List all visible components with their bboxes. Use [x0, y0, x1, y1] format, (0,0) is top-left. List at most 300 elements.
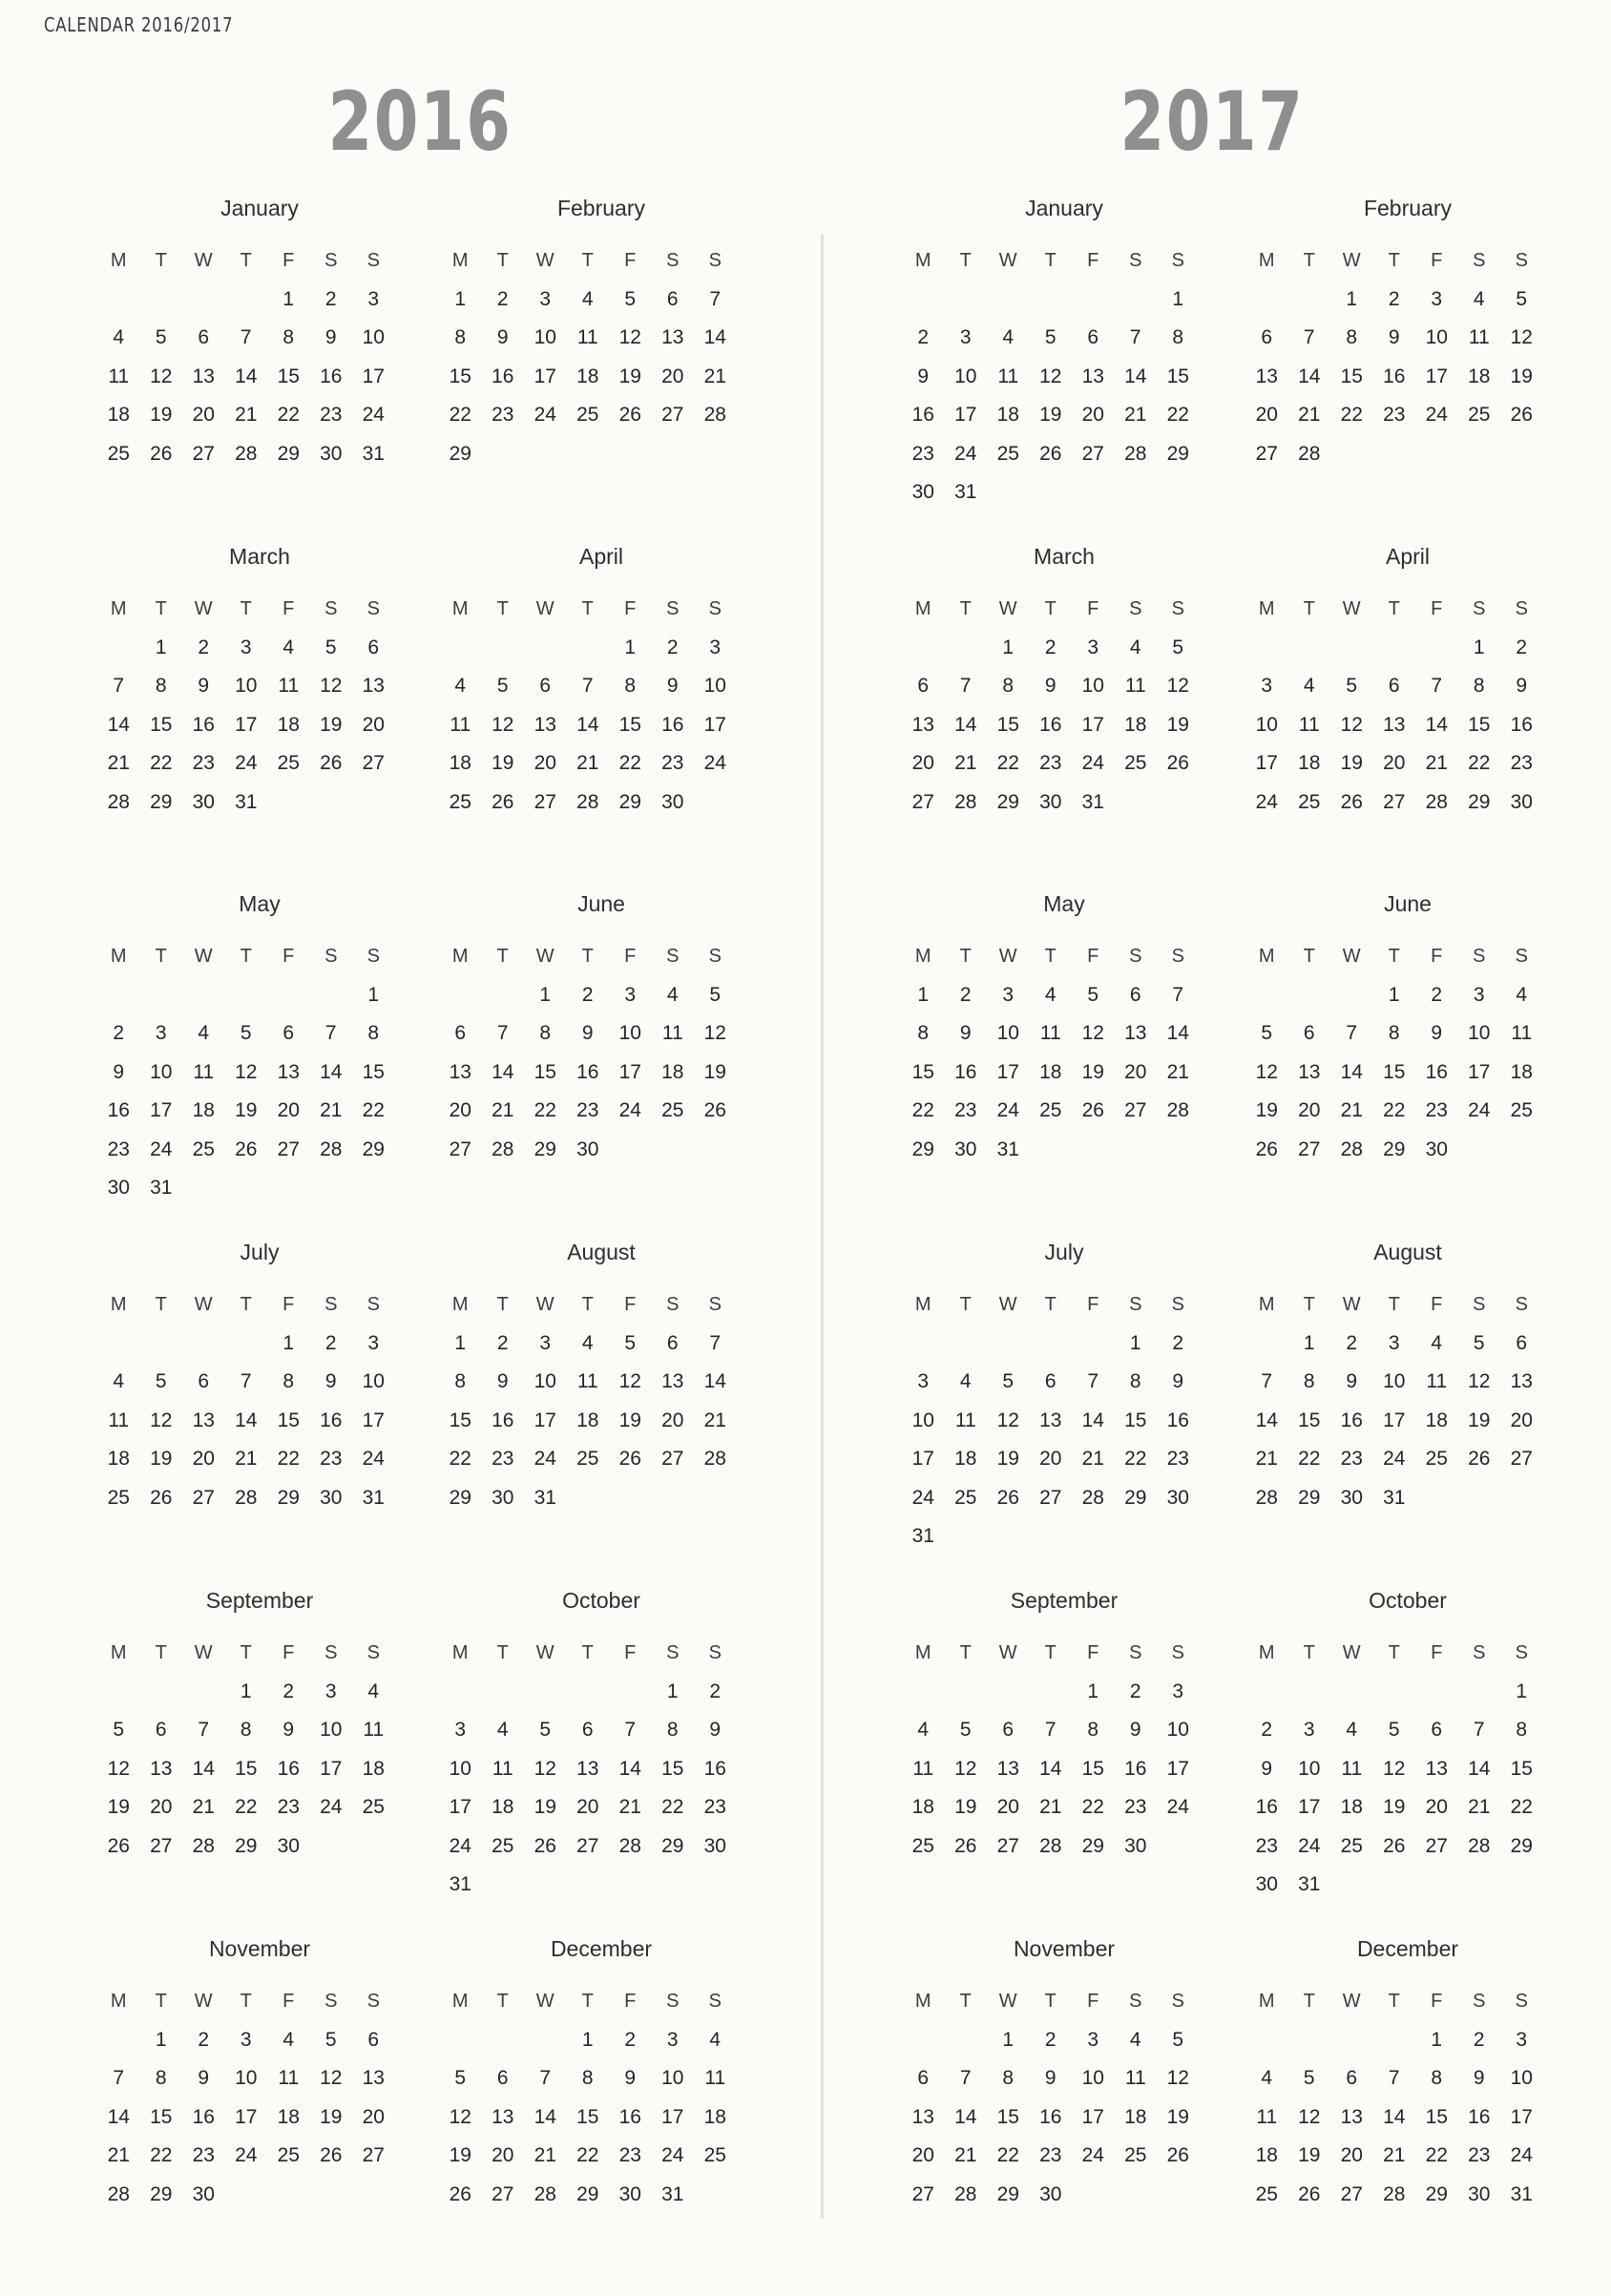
- day-cell: 14: [1166, 1022, 1189, 1045]
- day-cell: 31: [150, 1177, 173, 1200]
- day-cell: 6: [1388, 675, 1400, 698]
- week-row: [902, 1440, 1207, 1479]
- day-cell: 23: [320, 404, 343, 427]
- week-row: [97, 1827, 403, 1867]
- day-cell: 14: [1340, 1060, 1363, 1083]
- day-cell: 8: [282, 1370, 295, 1393]
- weekday-header: [1245, 590, 1551, 629]
- week-row: [1245, 435, 1551, 474]
- day-cell: 26: [1510, 404, 1533, 427]
- day-cell: 14: [534, 2105, 556, 2128]
- day-cell: 30: [492, 1486, 514, 1509]
- day-cell: 9: [282, 1719, 295, 1742]
- weekday-label: W: [1342, 1293, 1361, 1315]
- month-block: [439, 1930, 744, 2214]
- weekday-label: S: [708, 1293, 722, 1315]
- day-cell: 6: [454, 1022, 467, 1045]
- day-cell: 10: [449, 1757, 471, 1780]
- day-cell: 22: [1340, 404, 1363, 427]
- day-cell: 21: [618, 1796, 641, 1819]
- day-cell: 24: [449, 1834, 471, 1857]
- week-row: [902, 1517, 1207, 1556]
- day-cell: 16: [618, 2105, 641, 2128]
- day-cell: 1: [240, 1680, 252, 1702]
- weekday-label: W: [998, 1293, 1017, 1315]
- month-block: [902, 537, 1207, 822]
- day-cell: 13: [576, 1757, 599, 1780]
- day-cell: 4: [1431, 1331, 1443, 1354]
- weekday-label: M: [451, 1990, 469, 2012]
- day-cell: 30: [192, 790, 215, 813]
- weekday-label: T: [1044, 1641, 1057, 1663]
- weekday-label: F: [1087, 1990, 1099, 2012]
- day-cell: 30: [911, 481, 934, 504]
- day-cell: 12: [449, 2105, 471, 2128]
- day-cell: 6: [1303, 1022, 1315, 1045]
- day-cell: 15: [661, 1757, 684, 1780]
- day-cell: 6: [1044, 1370, 1057, 1393]
- day-cell: 8: [155, 2067, 167, 2090]
- week-row: [97, 1402, 403, 1441]
- day-cell: 1: [1002, 636, 1015, 658]
- weekday-label: S: [366, 1641, 380, 1663]
- weekday-label: M: [451, 249, 469, 271]
- day-cell: 27: [1383, 790, 1406, 813]
- week-row: [97, 1169, 403, 1208]
- day-cell: 24: [996, 1099, 1019, 1122]
- month-name: September: [205, 1588, 314, 1613]
- day-cell: 29: [996, 790, 1019, 813]
- day-cell: 19: [618, 365, 641, 387]
- month-name: September: [1010, 1588, 1119, 1613]
- weekday-label: F: [1431, 1990, 1443, 2012]
- weekday-label: S: [1515, 1990, 1528, 2012]
- day-cell: 15: [911, 1060, 934, 1083]
- day-cell: 25: [1510, 1099, 1533, 1122]
- day-cell: 25: [1298, 790, 1321, 813]
- weekday-label: F: [1431, 1293, 1443, 1315]
- week-row: [1245, 1092, 1551, 1131]
- day-cell: 2: [959, 983, 972, 1006]
- day-cell: 2: [1516, 636, 1528, 658]
- day-cell: 19: [1510, 365, 1533, 387]
- day-cell: 17: [362, 365, 385, 387]
- weekday-header: [97, 1285, 403, 1325]
- day-cell: 26: [150, 442, 173, 465]
- week-row: [1245, 2176, 1551, 2215]
- month-name: July: [1044, 1240, 1084, 1264]
- weekday-label: W: [998, 1990, 1017, 2012]
- week-row: [902, 2059, 1207, 2098]
- day-cell: 4: [1129, 636, 1141, 658]
- week-row: [97, 1440, 403, 1479]
- week-row: [97, 706, 403, 745]
- day-cell: 12: [954, 1757, 977, 1780]
- day-cell: 19: [1166, 2105, 1189, 2128]
- weekday-label: S: [1473, 1641, 1486, 1663]
- day-cell: 12: [534, 1757, 556, 1780]
- day-cell: 26: [618, 1448, 641, 1471]
- weekday-label: S: [366, 945, 380, 967]
- week-row: [1245, 396, 1551, 435]
- day-cell: 21: [320, 1099, 343, 1122]
- day-cell: 20: [1124, 1060, 1147, 1083]
- day-cell: 16: [1124, 1757, 1147, 1780]
- weekday-label: S: [1129, 249, 1142, 271]
- day-cell: 11: [576, 326, 598, 349]
- day-cell: 11: [1341, 1757, 1363, 1780]
- day-cell: 18: [277, 713, 300, 736]
- day-cell: 7: [240, 326, 252, 349]
- week-row: [1245, 1440, 1551, 1479]
- weekday-label: W: [1342, 249, 1361, 271]
- weekday-label: T: [1303, 249, 1315, 271]
- day-cell: 3: [240, 2028, 252, 2051]
- day-cell: 28: [235, 442, 258, 465]
- day-cell: 9: [1388, 326, 1400, 349]
- month-block: [1245, 1233, 1551, 1517]
- day-cell: 5: [113, 1719, 125, 1742]
- day-cell: 20: [661, 1409, 684, 1431]
- day-cell: 26: [107, 1834, 130, 1857]
- day-cell: 18: [1124, 713, 1147, 736]
- day-cell: 16: [1510, 713, 1533, 736]
- weekday-label: M: [110, 1293, 127, 1315]
- day-cell: 20: [1039, 1448, 1062, 1471]
- day-cell: 11: [912, 1757, 934, 1780]
- day-cell: 20: [1510, 1409, 1533, 1431]
- day-cell: 2: [198, 636, 210, 658]
- day-cell: 25: [1124, 2144, 1147, 2167]
- day-cell: 5: [496, 675, 509, 698]
- day-cell: 28: [703, 1448, 726, 1471]
- day-cell: 8: [1002, 675, 1015, 698]
- day-cell: 27: [1425, 1834, 1448, 1857]
- week-row: [1245, 2059, 1551, 2098]
- day-cell: 1: [454, 1331, 467, 1354]
- weekday-label: S: [324, 597, 338, 619]
- weekday-label: F: [624, 1641, 637, 1663]
- day-cell: 19: [996, 1448, 1019, 1471]
- weekday-header: [97, 1634, 403, 1673]
- day-cell: 9: [1431, 1022, 1443, 1045]
- day-cell: 19: [320, 2105, 343, 2128]
- weekday-label: F: [282, 597, 295, 619]
- day-cell: 30: [320, 1486, 343, 1509]
- day-cell: 23: [1383, 404, 1406, 427]
- weekday-label: W: [194, 597, 213, 619]
- day-cell: 31: [996, 1138, 1019, 1160]
- day-cell: 20: [911, 752, 934, 775]
- day-cell: 2: [1261, 1719, 1273, 1742]
- day-cell: 1: [624, 636, 637, 658]
- day-cell: 20: [362, 713, 385, 736]
- day-cell: 5: [240, 1022, 252, 1045]
- day-cell: 17: [534, 365, 556, 387]
- weekday-header: [1245, 1285, 1551, 1325]
- day-cell: 6: [581, 1719, 594, 1742]
- day-cell: 21: [1298, 404, 1321, 427]
- week-row: [902, 2137, 1207, 2176]
- day-cell: 10: [661, 2067, 684, 2090]
- month-name: February: [556, 196, 646, 220]
- month-block: [1245, 189, 1551, 473]
- month-block: [97, 189, 403, 473]
- month-block: [902, 189, 1207, 512]
- day-cell: 9: [1473, 2067, 1485, 2090]
- day-cell: 6: [282, 1022, 295, 1045]
- weekday-label: T: [155, 597, 167, 619]
- day-cell: 14: [618, 1757, 641, 1780]
- day-cell: 16: [277, 1757, 300, 1780]
- week-row: [1245, 1014, 1551, 1054]
- week-row: [439, 2021, 744, 2060]
- week-row: [439, 1131, 744, 1170]
- day-cell: 23: [492, 1448, 514, 1471]
- weekday-label: T: [155, 1641, 167, 1663]
- day-cell: 18: [277, 2105, 300, 2128]
- week-row: [1245, 1750, 1551, 1789]
- day-cell: 26: [954, 1834, 977, 1857]
- day-cell: 3: [666, 2028, 679, 2051]
- day-cell: 22: [911, 1099, 934, 1122]
- weekday-label: T: [1388, 597, 1400, 619]
- day-cell: 21: [703, 365, 726, 387]
- day-cell: 11: [450, 713, 471, 736]
- week-row: [902, 358, 1207, 397]
- week-row: [902, 1054, 1207, 1093]
- weekday-label: S: [324, 1990, 338, 2012]
- day-cell: 28: [192, 1834, 215, 1857]
- day-cell: 28: [492, 1138, 514, 1160]
- day-cell: 10: [1425, 326, 1448, 349]
- day-cell: 8: [282, 326, 295, 349]
- day-cell: 16: [107, 1099, 130, 1122]
- day-cell: 7: [1473, 1719, 1485, 1742]
- day-cell: 11: [492, 1757, 513, 1780]
- day-cell: 18: [107, 1448, 130, 1471]
- day-cell: 18: [492, 1796, 514, 1819]
- week-row: [439, 1750, 744, 1789]
- day-cell: 30: [1468, 2182, 1491, 2205]
- day-cell: 4: [959, 1370, 972, 1393]
- day-cell: 1: [155, 636, 167, 658]
- weekday-label: S: [1473, 249, 1486, 271]
- day-cell: 13: [1383, 713, 1406, 736]
- day-cell: 26: [235, 1138, 258, 1160]
- day-cell: 3: [539, 287, 552, 310]
- day-cell: 29: [277, 1486, 300, 1509]
- day-cell: 3: [324, 1680, 337, 1702]
- day-cell: 26: [1468, 1448, 1491, 1471]
- weekday-label: T: [959, 945, 972, 967]
- day-cell: 3: [240, 636, 252, 658]
- day-cell: 13: [996, 1757, 1019, 1780]
- day-cell: 15: [235, 1757, 258, 1780]
- week-row: [902, 281, 1207, 320]
- day-cell: 2: [496, 287, 509, 310]
- day-cell: 14: [235, 1409, 258, 1431]
- day-cell: 2: [1044, 636, 1057, 658]
- week-row: [439, 744, 744, 783]
- day-cell: 31: [534, 1486, 556, 1509]
- day-cell: 14: [954, 2105, 977, 2128]
- day-cell: 16: [320, 365, 343, 387]
- day-cell: 29: [576, 2182, 599, 2205]
- day-cell: 28: [1166, 1099, 1189, 1122]
- month-block: [902, 1581, 1207, 1866]
- day-cell: 21: [492, 1099, 514, 1122]
- week-row: [1245, 667, 1551, 706]
- day-cell: 9: [1044, 675, 1057, 698]
- day-cell: 30: [1510, 790, 1533, 813]
- weekday-label: T: [240, 1293, 252, 1315]
- day-cell: 23: [1340, 1448, 1363, 1471]
- month-name: January: [220, 196, 299, 220]
- week-row: [439, 976, 744, 1015]
- weekday-label: S: [1129, 1293, 1142, 1315]
- week-row: [902, 1131, 1207, 1170]
- week-row: [902, 629, 1207, 668]
- day-cell: 25: [576, 1448, 599, 1471]
- day-cell: 20: [492, 2144, 514, 2167]
- day-cell: 29: [661, 1834, 684, 1857]
- day-cell: 24: [362, 1448, 385, 1471]
- weekday-label: T: [959, 1990, 972, 2012]
- day-cell: 22: [150, 2144, 173, 2167]
- month-name: February: [1363, 196, 1453, 220]
- day-cell: 5: [1516, 287, 1528, 310]
- day-cell: 26: [1298, 2182, 1321, 2205]
- weekday-label: S: [708, 249, 722, 271]
- day-cell: 12: [1383, 1757, 1406, 1780]
- day-cell: 3: [1002, 983, 1015, 1006]
- week-row: [97, 1054, 403, 1093]
- day-cell: 2: [1388, 287, 1400, 310]
- weekday-label: F: [624, 1990, 637, 2012]
- weekday-label: T: [496, 1641, 509, 1663]
- day-cell: 12: [320, 675, 343, 698]
- day-cell: 6: [1431, 1719, 1443, 1742]
- day-cell: 24: [954, 442, 977, 465]
- month-block: [97, 537, 403, 822]
- day-cell: 23: [320, 1448, 343, 1471]
- day-cell: 12: [235, 1060, 258, 1083]
- weekday-label: W: [998, 249, 1017, 271]
- weekday-label: T: [581, 597, 594, 619]
- weekday-label: M: [110, 597, 127, 619]
- month-name: May: [239, 891, 281, 916]
- week-row: [97, 358, 403, 397]
- weekday-label: W: [998, 597, 1017, 619]
- day-cell: 28: [703, 404, 726, 427]
- day-cell: 22: [150, 752, 173, 775]
- weekday-label: S: [324, 945, 338, 967]
- day-cell: 16: [1340, 1409, 1363, 1431]
- weekday-label: F: [1431, 249, 1443, 271]
- day-cell: 8: [1303, 1370, 1315, 1393]
- day-cell: 15: [1510, 1757, 1533, 1780]
- day-cell: 31: [954, 481, 977, 504]
- weekday-label: M: [451, 1641, 469, 1663]
- month-block: [97, 1930, 403, 2214]
- weekday-label: M: [110, 1990, 127, 2012]
- weekday-label: W: [194, 1990, 213, 2012]
- day-cell: 25: [277, 752, 300, 775]
- month-name: October: [1369, 1588, 1447, 1613]
- day-cell: 7: [959, 675, 972, 698]
- week-row: [902, 1402, 1207, 1441]
- day-cell: 1: [282, 287, 295, 310]
- day-cell: 16: [1039, 2105, 1062, 2128]
- week-row: [902, 1788, 1207, 1827]
- day-cell: 25: [703, 2144, 726, 2167]
- day-cell: 18: [576, 1409, 599, 1431]
- weekday-label: T: [496, 249, 509, 271]
- day-cell: 27: [661, 404, 684, 427]
- day-cell: 29: [1383, 1138, 1406, 1160]
- day-cell: 31: [911, 1525, 934, 1548]
- day-cell: 18: [996, 404, 1019, 427]
- weekday-label: M: [451, 1293, 469, 1315]
- day-cell: 9: [1129, 1719, 1141, 1742]
- weekday-label: W: [535, 1990, 554, 2012]
- day-cell: 10: [1081, 675, 1104, 698]
- weekday-label: S: [666, 1641, 680, 1663]
- weekday-header: [97, 241, 403, 281]
- day-cell: 7: [581, 675, 594, 698]
- day-cell: 30: [1340, 1486, 1363, 1509]
- day-cell: 26: [1166, 2144, 1189, 2167]
- weekday-label: S: [324, 249, 338, 271]
- day-cell: 14: [235, 365, 258, 387]
- weekday-label: T: [1044, 1293, 1057, 1315]
- day-cell: 3: [1261, 675, 1273, 698]
- day-cell: 7: [539, 2067, 552, 2090]
- weekday-label: T: [1388, 1990, 1400, 2012]
- weekday-label: S: [1171, 597, 1184, 619]
- week-row: [1245, 1827, 1551, 1867]
- day-cell: 22: [996, 752, 1019, 775]
- day-cell: 22: [1383, 1099, 1406, 1122]
- day-cell: 24: [235, 2144, 258, 2167]
- day-cell: 3: [367, 287, 380, 310]
- week-row: [439, 1363, 744, 1402]
- week-row: [439, 1440, 744, 1479]
- week-row: [439, 1788, 744, 1827]
- weekday-label: S: [1515, 597, 1528, 619]
- day-cell: 17: [534, 1409, 556, 1431]
- week-row: [97, 1673, 403, 1712]
- day-cell: 28: [618, 1834, 641, 1857]
- weekday-label: S: [1129, 1641, 1142, 1663]
- day-cell: 30: [1039, 790, 1062, 813]
- day-cell: 17: [1166, 1757, 1189, 1780]
- day-cell: 17: [1383, 1409, 1406, 1431]
- day-cell: 29: [1298, 1486, 1321, 1509]
- day-cell: 16: [703, 1757, 726, 1780]
- day-cell: 25: [492, 1834, 514, 1857]
- day-cell: 4: [1473, 287, 1485, 310]
- day-cell: 28: [1124, 442, 1147, 465]
- month-block: [97, 885, 403, 1208]
- day-cell: 31: [661, 2182, 684, 2205]
- day-cell: 25: [362, 1796, 385, 1819]
- day-cell: 10: [1298, 1757, 1321, 1780]
- day-cell: 17: [1081, 2105, 1104, 2128]
- day-cell: 29: [235, 1834, 258, 1857]
- week-row: [902, 319, 1207, 358]
